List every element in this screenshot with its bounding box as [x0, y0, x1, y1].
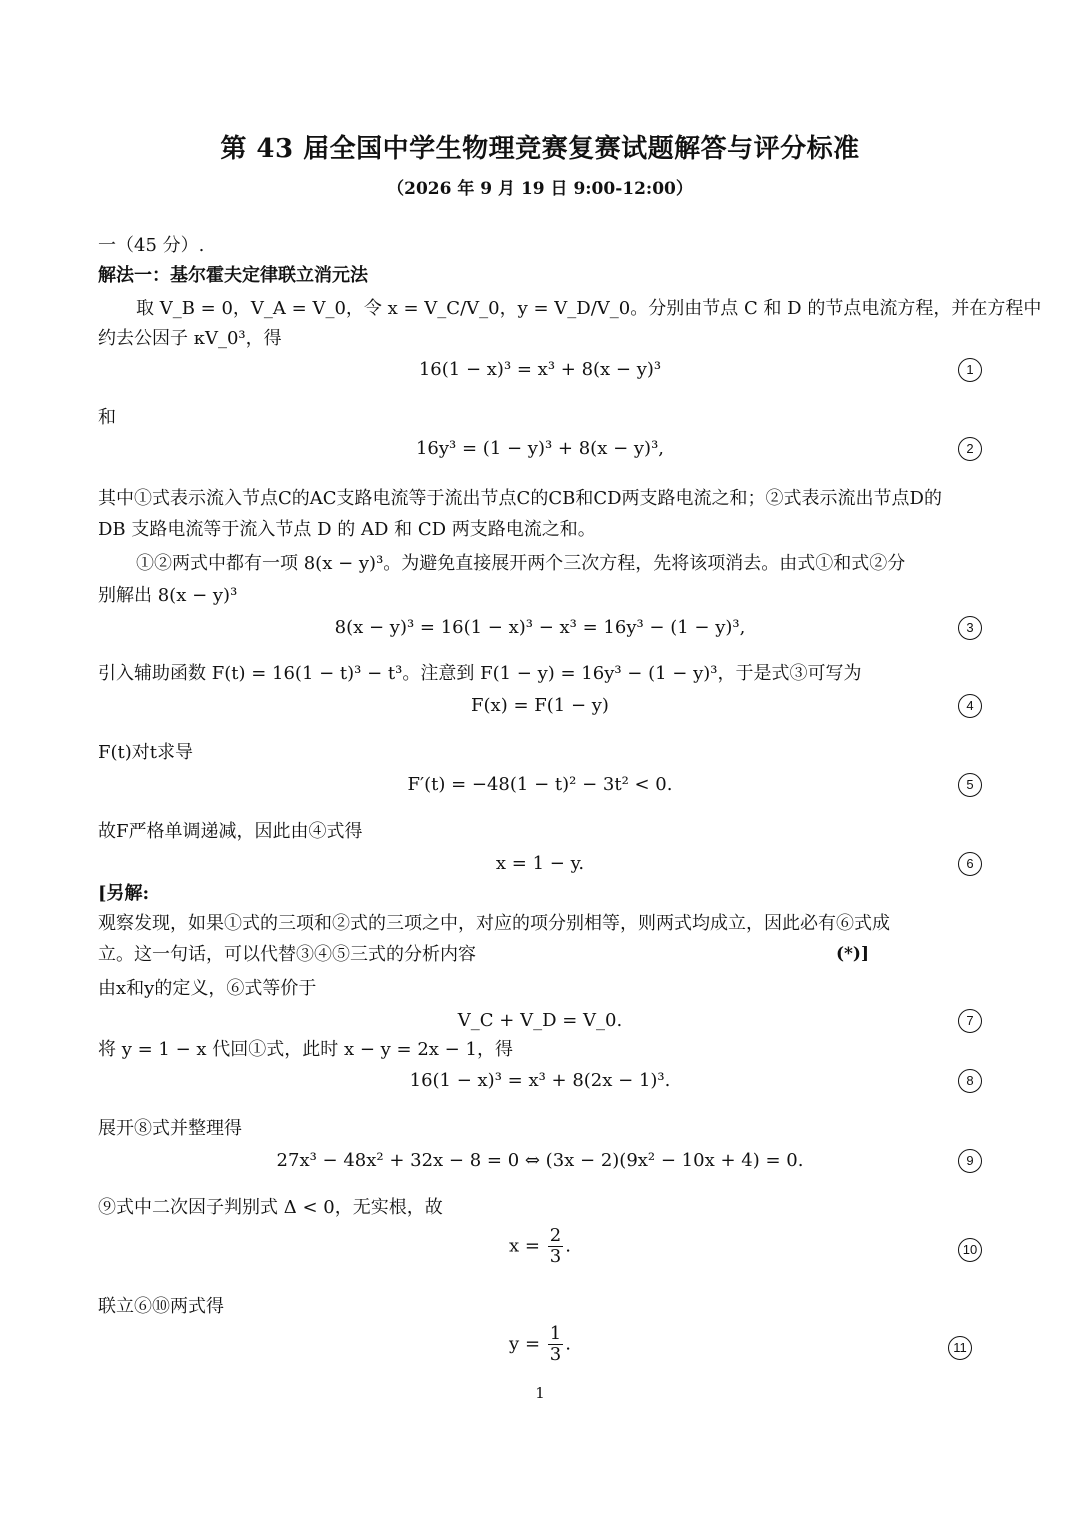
- equation-lhs: x =: [509, 1235, 541, 1257]
- equation-number: 4: [958, 694, 982, 718]
- equation-number: 11: [948, 1336, 972, 1360]
- paragraph-line: 别解出 8(x − y)³: [98, 585, 238, 606]
- fraction: [548, 1226, 563, 1267]
- equation-6: x = 1 − y.: [495, 853, 585, 874]
- page-number: 1: [535, 1384, 545, 1402]
- equation-number: 5: [958, 773, 982, 797]
- equation-1: 16(1 − x)³ = x³ + 8(x − y)³: [418, 359, 662, 380]
- paragraph-line: 立。这一句话，可以代替③④⑤三式的分析内容: [98, 944, 476, 965]
- equation-9: 27x³ − 48x² + 32x − 8 = 0 ⇔ (3x − 2)(9x² − 10x + 4) = 0.: [276, 1150, 804, 1171]
- equation-number: 9: [958, 1149, 982, 1173]
- equation-lhs: y =: [509, 1333, 541, 1355]
- section-heading: 一（45 分）.: [98, 235, 205, 256]
- equation-number: 8: [958, 1069, 982, 1093]
- equation-end: .: [565, 1235, 571, 1257]
- paragraph-line: 其中①式表示流入节点C的AC支路电流等于流出节点C的CB和CD两支路电流之和；②式表示流出节点D的: [98, 488, 942, 509]
- paragraph-line: F(t)对t求导: [98, 742, 194, 763]
- fraction-numerator: 2: [549, 1225, 562, 1246]
- paragraph-line: ①②两式中都有一项 8(x − y)³。为避免直接展开两个三次方程，先将该项消去。由式①和式②分: [136, 553, 906, 574]
- alt-note-marker: (*)]: [836, 944, 870, 964]
- fraction: [548, 1324, 563, 1365]
- paragraph-line: 引入辅助函数 F(t) = 16(1 − t)³ − t³。注意到 F(1 − y) = 16y³ − (1 − y)³，于是式③可写为: [98, 663, 862, 684]
- paragraph-line: 展开⑧式并整理得: [98, 1118, 242, 1139]
- equation-number: 1: [958, 358, 982, 382]
- equation-end: .: [565, 1333, 571, 1355]
- paragraph-line: 由x和y的定义，⑥式等价于: [98, 978, 317, 999]
- paragraph-line: 取 V_B = 0，V_A = V_0，令 x = V_C/V_0，y = V_D/V_0。分别由节点 C 和 D 的节点电流方程，并在方程中: [136, 298, 1042, 319]
- equation-2: 16y³ = (1 − y)³ + 8(x − y)³,: [415, 438, 665, 459]
- equation-number: 2: [958, 437, 982, 461]
- alt-heading: [另解:: [98, 883, 150, 904]
- paragraph-line: 将 y = 1 − x 代回①式，此时 x − y = 2x − 1，得: [98, 1039, 513, 1060]
- method-heading: 解法一：基尔霍夫定律联立消元法: [98, 265, 368, 286]
- fraction-denominator: 3: [549, 1344, 562, 1365]
- equation-5: F′(t) = −48(1 − t)² − 3t² < 0.: [407, 774, 673, 795]
- fraction-denominator: 3: [549, 1246, 562, 1267]
- fraction-numerator: 1: [549, 1323, 562, 1344]
- equation-number: 7: [958, 1009, 982, 1033]
- equation-number: 6: [958, 852, 982, 876]
- paragraph-line: DB 支路电流等于流入节点 D 的 AD 和 CD 两支路电流之和。: [98, 519, 596, 540]
- equation-number: 3: [958, 616, 982, 640]
- equation-number: 10: [958, 1238, 982, 1262]
- equation-8: 16(1 − x)³ = x³ + 8(2x − 1)³.: [409, 1070, 671, 1091]
- paragraph-line: ⑨式中二次因子判别式 Δ < 0，无实根，故: [98, 1197, 443, 1218]
- equation-11: [0, 1324, 1080, 1365]
- equation-10: [0, 1226, 1080, 1267]
- paragraph-line: 约去公因子 κV_0³，得: [98, 328, 282, 349]
- equation-4: F(x) = F(1 − y): [471, 695, 609, 716]
- paragraph-line: 和: [98, 407, 116, 428]
- page-subtitle: （2026 年 9 月 19 日 9:00-12:00）: [387, 179, 693, 199]
- equation-3: 8(x − y)³ = 16(1 − x)³ − x³ = 16y³ − (1 − y)³,: [334, 617, 746, 638]
- page-title: 第 43 届全国中学生物理竞赛复赛试题解答与评分标准: [220, 134, 860, 164]
- paragraph-line: 故F严格单调递减，因此由④式得: [98, 821, 363, 842]
- equation-7: V_C + V_D = V_0.: [457, 1010, 623, 1031]
- paragraph-line: 联立⑥⑩两式得: [98, 1296, 224, 1317]
- paragraph-line: 观察发现，如果①式的三项和②式的三项之中，对应的项分别相等，则两式均成立，因此必有⑥式成: [98, 913, 890, 934]
